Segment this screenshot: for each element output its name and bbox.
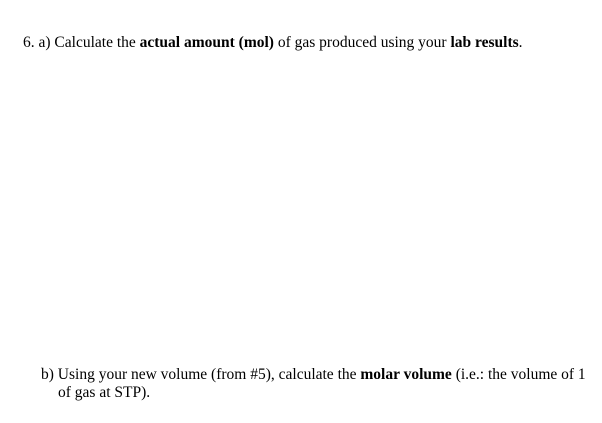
question-6b (41, 366, 586, 402)
question-6a-bold-actual-amount: actual amount (mol) (139, 34, 274, 51)
question-6a-text-2: of gas produced using your (273, 34, 451, 51)
question-6a-text-1: 6. a) Calculate the (23, 34, 140, 51)
question-6a-bold-lab-results: lab results (450, 34, 519, 51)
question-6b-bold-molar-volume: molar volume (360, 366, 452, 383)
question-6b-text-1: b) Using your new volume (from #5), calculate the (41, 366, 361, 383)
question-6b-text-2: (i.e.: the volume of 1 (451, 366, 586, 383)
question-6a (23, 34, 523, 52)
question-6b-text-3: of gas at STP). (58, 384, 151, 401)
question-6a-text-3: . (518, 34, 523, 51)
